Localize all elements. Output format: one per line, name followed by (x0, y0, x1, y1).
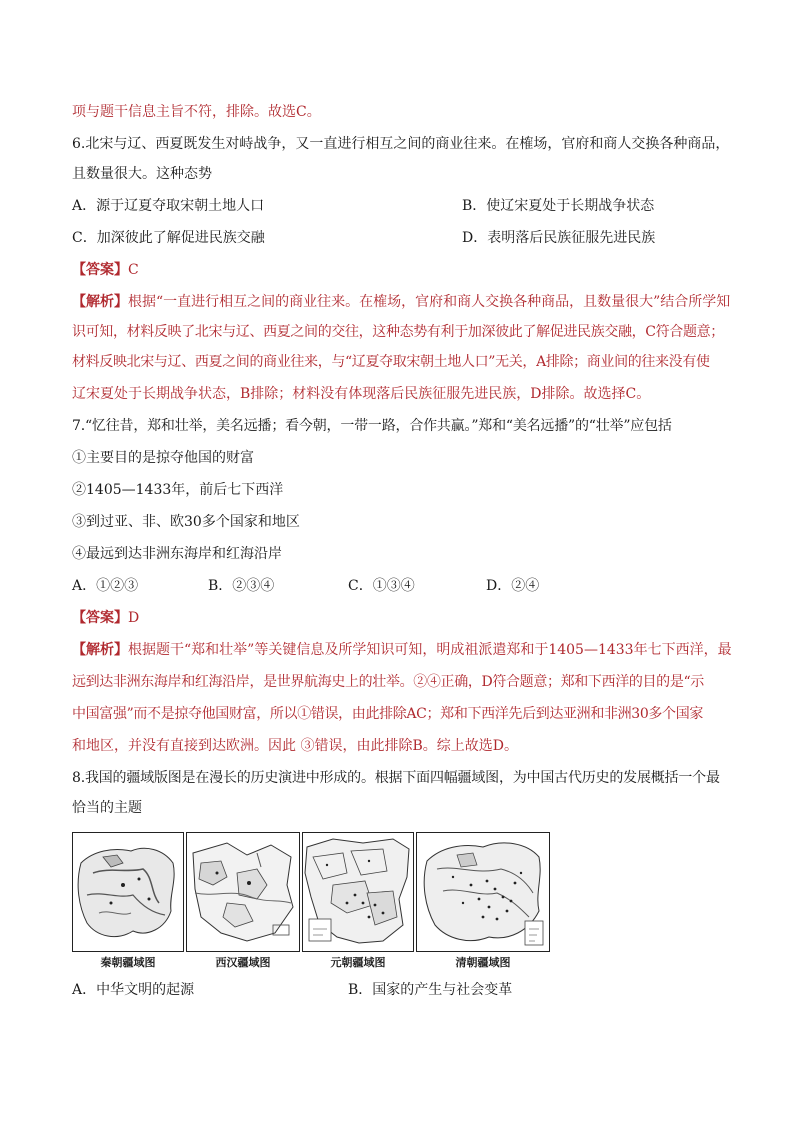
q6-option-d: D．表明落后民族征服先进民族 (462, 230, 656, 246)
q7-option-a: A．①②③ (72, 578, 139, 594)
q6-analysis-text-1: 根据“一直进行相互之间的商业往来。在榷场，官府和商人交换各种商品，且数量很大”结合所学知 (128, 294, 731, 310)
q6-answer-label: 【答案】 (72, 262, 128, 278)
q7-item-3: ③到过亚、非、欧30多个国家和地区 (72, 514, 300, 530)
q7-answer-value: D (128, 610, 140, 626)
qing-map-caption: 清朝疆域图 (455, 956, 511, 969)
western-han-map-caption: 西汉疆域图 (215, 956, 271, 969)
q6-stem-line-2: 且数量很大。这种态势 (72, 166, 212, 182)
q6-answer (72, 260, 139, 280)
previous-answer-tail: 项与题干信息主旨不符，排除。故选C。 (72, 104, 321, 120)
q6-option-a: A．源于辽夏夺取宋朝土地人口 (72, 198, 265, 214)
q7-analysis-line-2: 远到达非洲东海岸和红海沿岸，是世界航海史上的壮举。②④正确，D符合题意；郑和下西洋的目的是“示 (72, 674, 704, 690)
yuan-territory-map (302, 832, 414, 952)
q6-option-b: B．使辽宋夏处于长期战争状态 (462, 198, 655, 214)
q7-analysis-line-4: 和地区，并没有直接到达欧洲。因此 ③错误，由此排除B。综上故选D。 (72, 738, 518, 754)
western-han-territory-map (186, 832, 300, 952)
yuan-map-caption: 元朝疆域图 (330, 956, 386, 969)
q7-item-1: ①主要目的是掠夺他国的财富 (72, 450, 254, 466)
q7-analysis-line-3: 中国富强”而不是掠夺他国财富，所以①错误，由此排除AC；郑和下西洋先后到达亚洲和非洲30多个国家 (72, 706, 703, 722)
q6-analysis-line-4: 辽宋夏处于长期战争状态，B排除；材料没有体现落后民族征服先进民族，D排除。故选择C。 (72, 386, 651, 402)
q6-analysis-line-2: 识可知，材料反映了北宋与辽、西夏之间的交往，这种态势有利于加深彼此了解促进民族交融，C符合题意； (72, 324, 724, 340)
q6-analysis-line-3: 材料反映北宋与辽、西夏之间的商业往来，与“辽夏夺取宋朝土地人口”无关，A排除；商业间的往来没有使 (72, 354, 710, 370)
q8-option-a: A．中华文明的起源 (72, 982, 195, 998)
q7-item-4: ④最远到达非洲东海岸和红海沿岸 (72, 546, 282, 562)
q7-analysis-label: 【解析】 (72, 642, 128, 658)
q7-option-d: D．②④ (486, 578, 540, 594)
qing-territory-map (416, 832, 550, 952)
q6-option-c: C．加深彼此了解促进民族交融 (72, 230, 265, 246)
qin-map-caption: 秦朝疆域图 (100, 956, 156, 969)
q7-analysis-text-1: 根据题干“郑和壮举”等关键信息及所学知识可知，明成祖派遣郑和于1405—1433年七下西洋，最 (128, 642, 732, 658)
q7-item-2: ②1405—1433年，前后七下西洋 (72, 482, 284, 498)
q7-answer (72, 608, 139, 628)
q8-option-b: B．国家的产生与社会变革 (348, 982, 513, 998)
q7-stem: 7.“忆往昔，郑和壮举，美名远播；看今朝，一带一路，合作共赢。”郑和“美名远播”的“壮举”应包括 (72, 418, 672, 434)
q7-analysis-line-1 (72, 640, 732, 660)
q7-answer-label: 【答案】 (72, 610, 128, 626)
q8-stem-line-1: 8.我国的疆域版图是在漫长的历史演进中形成的。根据下面四幅疆域图，为中国古代历史的发展概括一个最 (72, 770, 720, 786)
q6-analysis-label: 【解析】 (72, 294, 128, 310)
q8-stem-line-2: 恰当的主题 (72, 800, 142, 816)
q6-stem-line-1: 6.北宋与辽、西夏既发生对峙战争，又一直进行相互之间的商业往来。在榷场，官府和商人交换各种商品， (72, 136, 730, 152)
qin-territory-map (72, 832, 184, 952)
q6-analysis-line-1 (72, 292, 730, 312)
q6-answer-value: C (128, 262, 139, 278)
q7-option-b: B．②③④ (208, 578, 275, 594)
q7-option-c: C．①③④ (348, 578, 415, 594)
territory-maps-figure (72, 832, 550, 968)
